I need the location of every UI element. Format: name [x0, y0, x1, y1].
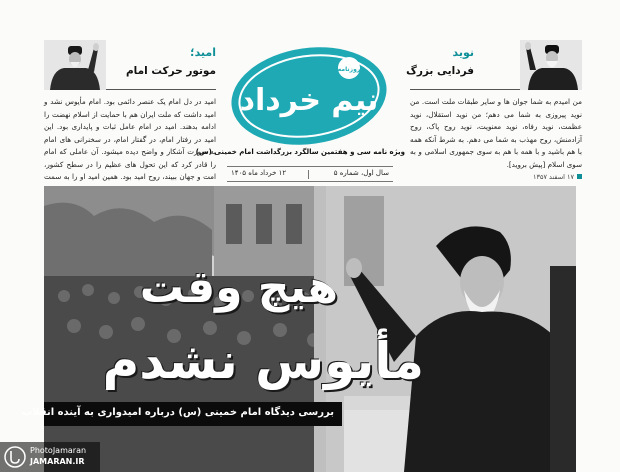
- caption-text: بررسی دیدگاه امام خمینی (س) درباره امیدواری به آینده انقلاب: [22, 407, 334, 418]
- quote-right-subtitle: فردایی بزرگ: [406, 65, 474, 77]
- issue-info-bar: [227, 166, 393, 182]
- quote-box-right: [406, 40, 582, 181]
- quote-right-date-text: ۱۷ اسفند ۱۳۵۷: [533, 173, 574, 181]
- quote-left-title: امید؛: [190, 46, 216, 59]
- quote-left-body: امید در دل امام یک عنصر دائمی بود. امام مأیوس نشد و امید داشت که ملت ایران هم با حمایت از اسلام نهضت را ادامه بدهند. امید در امام عامل ثبات و پایداری بود. این امید در رفتار امام، در گفتار امام، در سخنرانی های امام به صورت آشکار و واضح دیده میشود. آن عاملی که امام را قادر کرد که این تحول های عظیم را در سطح کشور، امت و جهان ببیند، روح امید بود. همین امید او را به سمت: [44, 97, 216, 181]
- issue-divider: [308, 170, 309, 179]
- watermark-line-2: JAMARAN.IR: [30, 457, 85, 466]
- watermark-line-1: PhotoJamaran: [30, 446, 87, 455]
- issue-date: ۱۲ خرداد ماه ۱۴۰۵: [231, 169, 287, 177]
- masthead-tagline: ویژه نامه سی و هفتمین سالگرد بزرگداشت امام خمینی (س): [195, 148, 405, 156]
- logo-prefix-text: روزنامه: [337, 66, 361, 73]
- quote-left-subtitle: موتور حرکت امام: [125, 65, 216, 77]
- quote-right-date: [410, 173, 582, 181]
- quote-box-right-header: [406, 40, 582, 90]
- bullet-icon: [577, 174, 582, 179]
- portrait-photo-right: [520, 40, 582, 90]
- watermark: [0, 442, 100, 472]
- issue-number: سال اول، شماره ۵: [333, 169, 389, 177]
- quote-right-title: نوید: [452, 46, 474, 59]
- quote-box-left-header: [44, 40, 216, 90]
- main-photo: [44, 186, 576, 472]
- quote-right-body: من امیدم به شما جوان ها و سایر طبقات ملت است. من نوید پیروزی به شما می دهم؛ من نوید استقلال، نوید عظمت، نوید رفاه، نوید معنویت، نوید روح پاک، روح آزادمنش، روح مهذب به شما می دهم. به شرط آنکه همه با هم باشید و با همه با هم به سوی جمهوری اسلامی و به سوی اسلام [پیش بروید].: [410, 97, 582, 169]
- newspaper-logo: [225, 42, 393, 148]
- headline-line-2: مأیوس نشدم: [102, 332, 424, 390]
- headline-line-1: هیچ وقت: [139, 262, 338, 313]
- portrait-photo-left: [44, 40, 106, 90]
- logo-main-text: نیم خرداد: [239, 83, 379, 118]
- jamaran-logo-icon: [4, 446, 26, 468]
- quote-box-left: [44, 40, 216, 181]
- caption-bar: [22, 402, 342, 426]
